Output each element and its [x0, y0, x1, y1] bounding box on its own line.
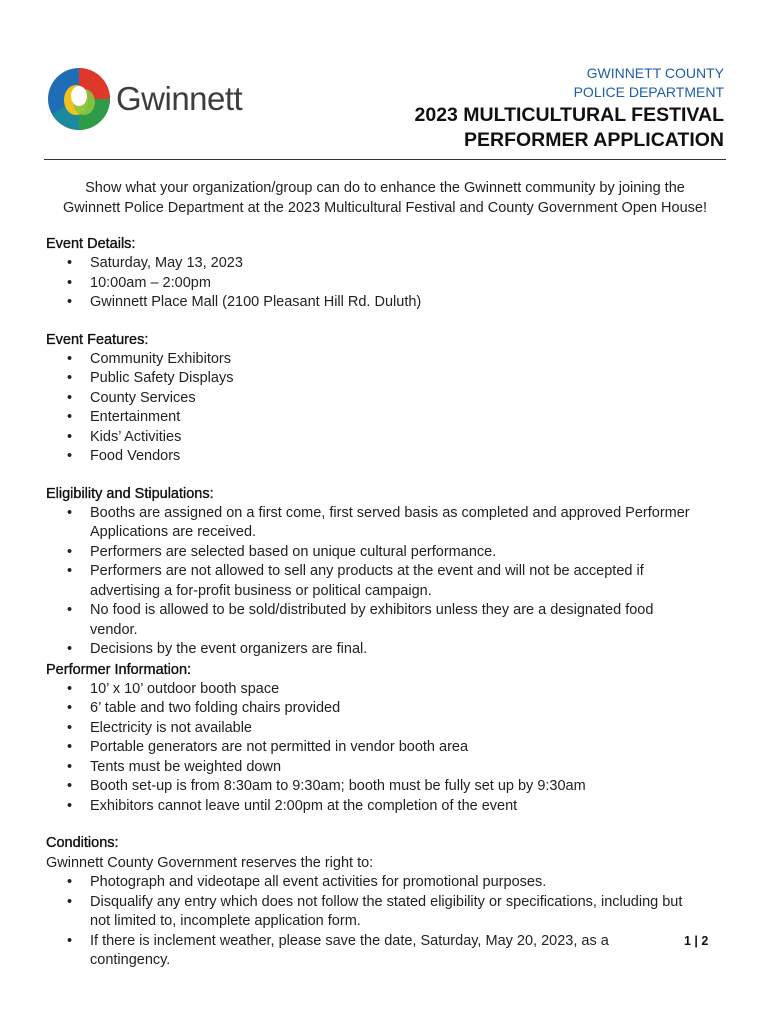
list-item	[90, 601, 726, 640]
list-item: • Exhibitors cannot leave until 2:00pm at the completion of the event	[90, 797, 726, 817]
list-item: • Tents must be weighted down	[90, 758, 726, 778]
list-item	[90, 932, 726, 971]
logo-wordmark: Gwinnett	[116, 80, 243, 117]
intro-paragraph	[46, 178, 724, 218]
event-features-heading: Event Features:	[46, 331, 149, 348]
list-item: • County Services	[90, 389, 726, 409]
list-item-line: • If there is inclement weather, please save the date, Saturday, May 20, 2023, as a	[90, 932, 609, 949]
list-item: • 6’ table and two folding chairs provided	[90, 699, 726, 719]
list-item: • 10:00am – 2:00pm	[90, 274, 726, 294]
performer-info-heading: Performer Information:	[46, 661, 192, 678]
event-features-list	[46, 350, 726, 467]
list-item: • Portable generators are not permitted in vendor booth area	[90, 738, 726, 758]
list-item-line: contingency.	[90, 952, 171, 968]
list-item: • Gwinnett Place Mall (2100 Pleasant Hill Rd. Duluth)	[90, 293, 726, 313]
list-item: • Entertainment	[90, 408, 726, 428]
list-item-line: advertising a for-profit business or political campaign.	[90, 582, 432, 599]
list-item	[90, 543, 726, 563]
list-item: • Public Safety Displays	[90, 369, 726, 389]
list-item	[90, 640, 726, 660]
list-item	[90, 562, 726, 601]
list-item-line: • Photograph and videotape all event activities for promotional purposes.	[90, 874, 547, 890]
eligibility-list	[46, 504, 726, 660]
list-item	[90, 893, 726, 932]
conditions-lead: Gwinnett County Government reserves the right to:	[46, 855, 374, 871]
list-item-line: not limited to, incomplete application form.	[90, 913, 361, 929]
list-item: • Saturday, May 13, 2023	[90, 254, 726, 274]
list-item-line: • Performers are selected based on unique cultural performance.	[90, 543, 497, 560]
title-line-2: PERFORMER APPLICATION	[463, 129, 724, 151]
title-line-1: 2023 MULTICULTURAL FESTIVAL	[414, 104, 724, 126]
department-label	[574, 64, 724, 102]
list-item-line: vendor.	[90, 621, 138, 638]
list-item-line: • Decisions by the event organizers are final.	[90, 641, 368, 657]
department-line-1: GWINNETT COUNTY	[586, 65, 724, 81]
list-item: • Booth set-up is from 8:30am to 9:30am; booth must be fully set up by 9:30am	[90, 777, 726, 797]
gwinnett-circle-icon	[46, 66, 112, 132]
page-number: 1 | 2	[684, 934, 709, 948]
intro-line-2: Gwinnett Police Department at the 2023 Multicultural Festival and County Government Open House!	[63, 200, 707, 216]
event-details-list	[46, 254, 726, 313]
page-title	[415, 103, 725, 153]
gwinnett-logo	[46, 66, 246, 136]
list-item-line: • Performers are not allowed to sell any products at the event and will not be accepted if	[90, 563, 644, 579]
eligibility-heading: Eligibility and Stipulations:	[46, 485, 214, 502]
list-item-line: • No food is allowed to be sold/distributed by exhibitors unless they are a designated food	[90, 602, 654, 618]
list-item: • Electricity is not available	[90, 719, 726, 739]
performer-info-list	[46, 680, 726, 817]
list-item-line: • Booths are assigned on a first come, first served basis as completed and approved Performer	[90, 504, 690, 521]
list-item: • 10’ x 10’ outdoor booth space	[90, 680, 726, 700]
list-item	[90, 873, 726, 893]
document-body	[46, 234, 726, 971]
department-line-2: POLICE DEPARTMENT	[573, 84, 724, 100]
header-divider	[44, 159, 726, 160]
list-item	[90, 504, 726, 543]
conditions-list	[46, 873, 726, 971]
list-item: • Community Exhibitors	[90, 350, 726, 370]
event-details-heading: Event Details:	[46, 236, 136, 252]
intro-line-1: Show what your organization/group can do to enhance the Gwinnett community by joining the	[85, 180, 685, 196]
list-item-line: Applications are received.	[90, 524, 257, 540]
conditions-heading: Conditions:	[46, 835, 119, 851]
list-item: • Kids’ Activities	[90, 428, 726, 448]
list-item: • Food Vendors	[90, 447, 726, 467]
list-item-line: • Disqualify any entry which does not follow the stated eligibility or specifications, including but	[90, 893, 683, 910]
